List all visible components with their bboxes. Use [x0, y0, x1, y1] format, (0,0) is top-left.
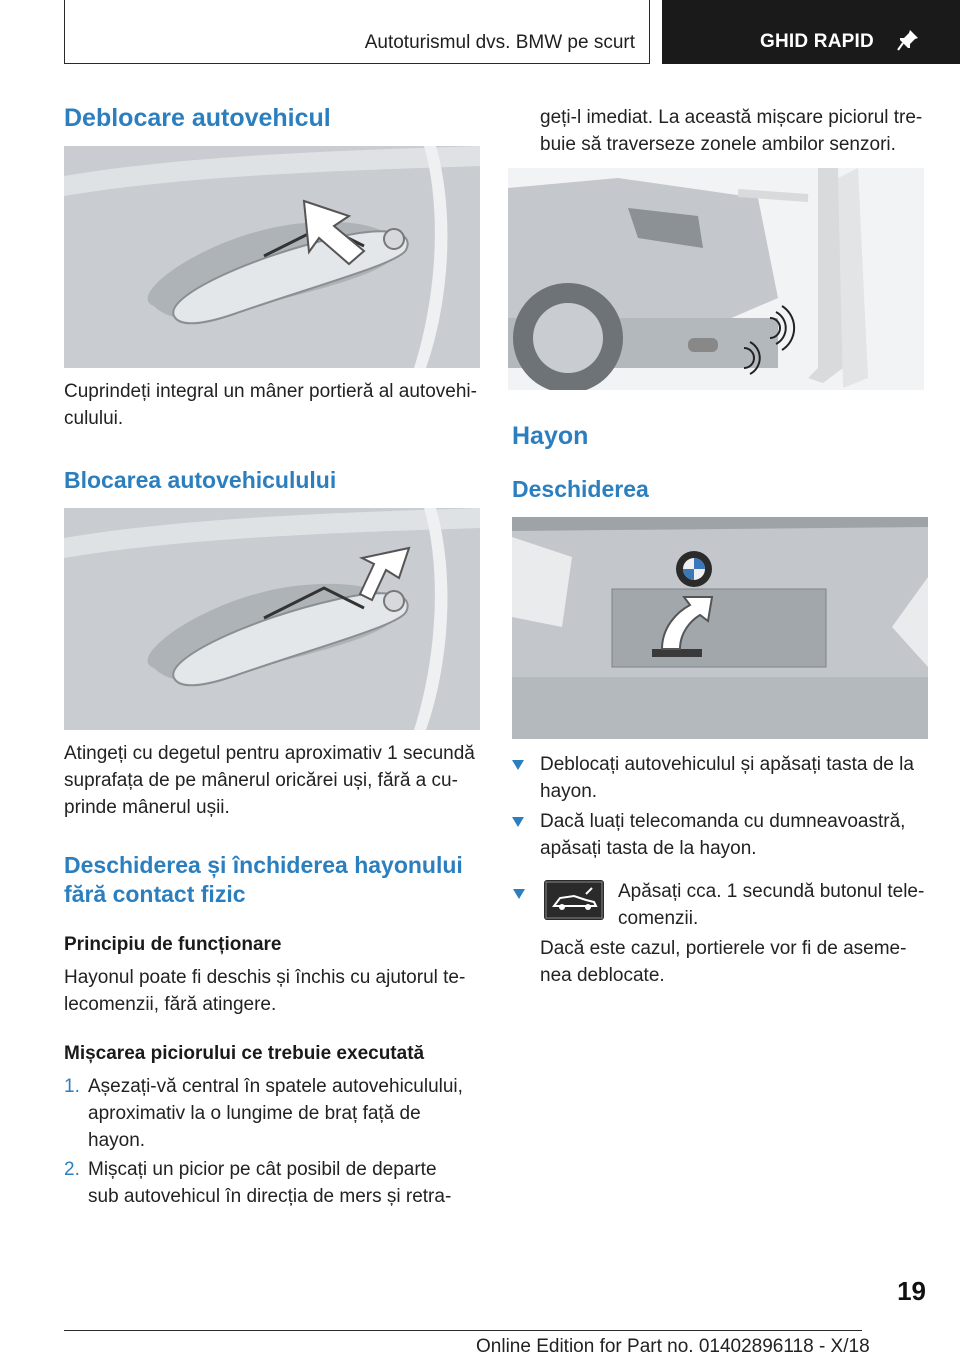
car-tailgate-key-icon	[544, 880, 604, 920]
list-item	[512, 751, 932, 805]
door-handle-lock-figure	[64, 508, 480, 730]
header-section-title: Autoturismul dvs. BMW pe scurt	[364, 32, 635, 53]
footer-divider	[64, 1330, 862, 1331]
tailgate-button-figure	[512, 517, 928, 739]
triangle-bullet-icon	[512, 760, 524, 770]
note-line-2: nea deblocate.	[540, 965, 665, 986]
lock-text-line-1: Atingeți cu degetul pentru aproximativ 1 secundă	[64, 743, 475, 764]
page-number: 19	[897, 1276, 926, 1306]
opening-heading: Deschiderea	[512, 476, 649, 502]
lock-heading: Blocarea autovehiculului	[64, 467, 337, 493]
step-line: sub autovehicul în direcția de mers și retra-	[88, 1186, 452, 1207]
hayon-heading: Hayon	[512, 422, 589, 450]
door-handle-unlock-figure	[64, 146, 480, 368]
unlock-text-line-2: culului.	[64, 408, 124, 429]
kick-sensor-figure	[508, 168, 924, 390]
principle-text-line-1: Hayonul poate fi deschis și închis cu ajutorul te-	[64, 967, 466, 988]
step-number: 1.	[64, 1076, 80, 1097]
lock-text-line-3: prinde mânerul ușii.	[64, 797, 230, 818]
quick-guide-tab[interactable]	[662, 0, 960, 64]
continued-text-line-1: geți-l imediat. La această mișcare piciorul tre-	[540, 107, 923, 128]
bullet-line: Apăsați cca. 1 secundă butonul tele-	[618, 881, 925, 902]
bullet-line: Deblocați autovehiculul și apăsați tasta de la	[540, 754, 914, 775]
step-line: aproximativ la o lungime de braț față de	[88, 1103, 421, 1124]
list-item	[512, 808, 932, 862]
step-number: 2.	[64, 1159, 80, 1180]
footer-edition: Online Edition for Part no. 01402896118 - X/18	[476, 1336, 870, 1357]
pin-icon	[896, 28, 920, 52]
step-line: hayon.	[88, 1130, 146, 1151]
handsfree-heading-line-1: Deschiderea și închiderea hayonului	[64, 852, 463, 878]
triangle-bullet-icon	[513, 889, 525, 899]
unlock-text-line-1: Cuprindeți integral un mâner portieră al autovehi-	[64, 381, 477, 402]
list-item	[618, 878, 938, 932]
step-line: Așezați-vă central în spatele autovehiculului,	[88, 1076, 463, 1097]
list-item	[64, 1073, 484, 1154]
unlock-heading: Deblocare autovehicul	[64, 104, 331, 132]
quick-guide-tab-label: GHID RAPID	[760, 31, 874, 52]
movement-heading: Mișcarea piciorului ce trebuie executată	[64, 1043, 425, 1064]
step-line: Mișcați un picior pe cât posibil de departe	[88, 1159, 437, 1180]
handsfree-heading-line-2: fără contact fizic	[64, 881, 246, 907]
continued-text-line-2: buie să traverseze zonele ambilor senzori.	[540, 134, 896, 155]
principle-text-line-2: lecomenzii, fără atingere.	[64, 994, 277, 1015]
note-line-1: Dacă este cazul, portierele vor fi de aseme-	[540, 938, 907, 959]
bullet-line: hayon.	[540, 781, 598, 802]
list-item	[64, 1156, 484, 1210]
bullet-line: Dacă luați telecomanda cu dumneavoastră,	[540, 811, 906, 832]
triangle-bullet-icon	[512, 817, 524, 827]
bullet-line: apăsați tasta de la hayon.	[540, 838, 757, 859]
header-section-box	[64, 0, 650, 64]
principle-heading: Principiu de funcționare	[64, 934, 282, 955]
bullet-line: comenzii.	[618, 908, 699, 929]
lock-text-line-2: suprafața de pe mânerul oricărei uși, fără a cu-	[64, 770, 458, 791]
